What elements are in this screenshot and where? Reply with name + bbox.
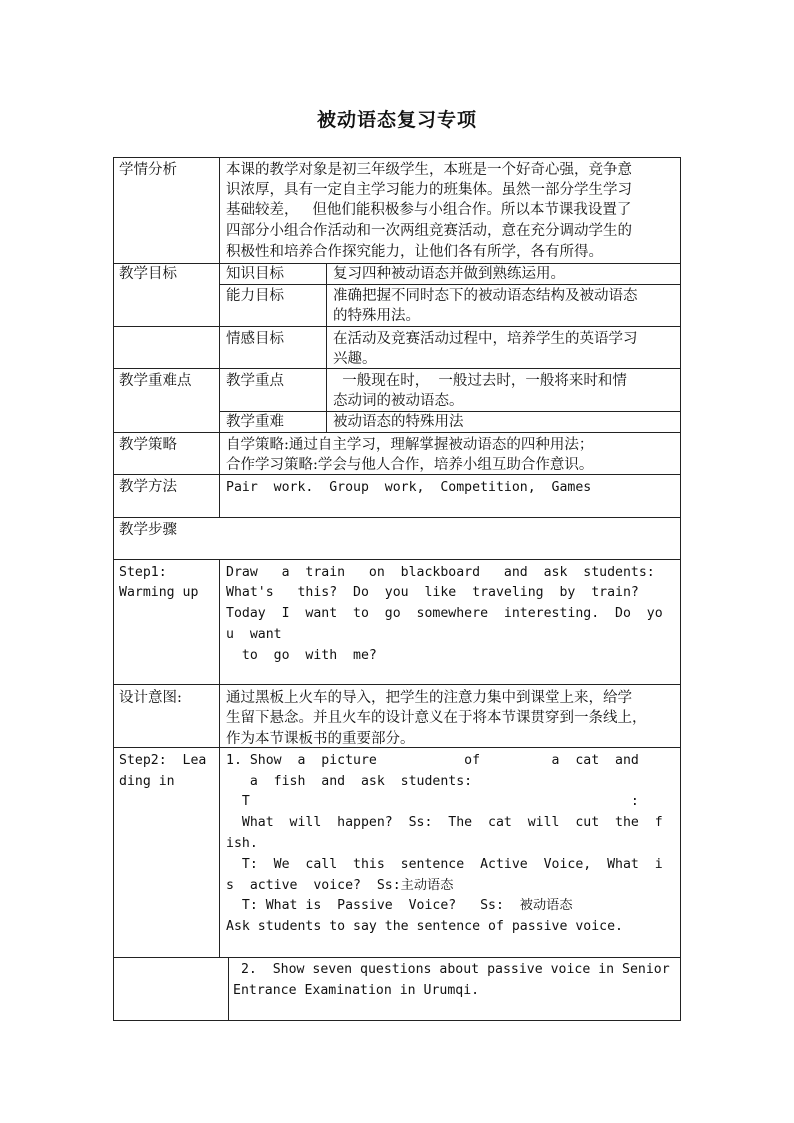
step2-label-line: ding in xyxy=(119,774,175,789)
step2-line: 1. Show a picture of a cat and xyxy=(226,753,639,768)
step1-line: u want xyxy=(226,627,282,642)
analysis-line: 本课的教学对象是初三年级学生，本班是一个好奇心强，竞争意 xyxy=(226,162,632,178)
steps-label: 教学步骤 xyxy=(119,522,177,538)
design-line: 生留下悬念。并且火车的设计意义在于将本节课贯穿到一条线上， xyxy=(226,710,647,726)
design-line: 通过黑板上火车的导入，把学生的注意力集中到课堂上来，给学 xyxy=(226,690,632,706)
step2b-line: Entrance Examination in Urumqi. xyxy=(233,983,480,998)
step2-line: T : xyxy=(226,794,639,809)
step2-line: s active voice? Ss:主动语态 xyxy=(226,878,454,893)
ability-goal-line: 准确把握不同时态下的被动语态结构及被动语态 xyxy=(333,288,638,304)
strategy-label: 教学策略 xyxy=(119,437,177,453)
step1-line: Draw a train on blackboard and ask students: xyxy=(226,565,655,580)
difficulty-text: 被动语态的特殊用法 xyxy=(333,414,464,430)
ability-goal-line: 的特殊用法。 xyxy=(333,308,420,324)
step2-line: Ask students to say the sentence of passive voice. xyxy=(226,919,623,934)
focus-line: 一般现在时， 一般过去时，一般将来时和情 xyxy=(333,373,627,389)
ability-goal-label: 能力目标 xyxy=(226,288,284,304)
goals-label: 教学目标 xyxy=(119,266,177,282)
knowledge-goal-text: 复习四种被动语态并做到熟练运用。 xyxy=(333,266,565,282)
step2-line: ish. xyxy=(226,836,258,851)
emotion-goal-label: 情感目标 xyxy=(226,331,284,347)
step2-line: What will happen? Ss: The cat will cut the f xyxy=(226,815,663,830)
method-label: 教学方法 xyxy=(119,479,177,495)
step1-line: to go with me? xyxy=(226,648,377,663)
knowledge-goal-label: 知识目标 xyxy=(226,266,284,282)
step2-line: T: We call this sentence Active Voice, What i xyxy=(226,857,663,872)
focus-line: 态动词的被动语态。 xyxy=(333,393,464,409)
focus-label: 教学重点 xyxy=(226,373,284,389)
method-text: Pair work. Group work, Competition, Games xyxy=(226,480,592,495)
difficulty-label: 教学重难 xyxy=(226,414,284,430)
step2b-line: 2. Show seven questions about passive voice in Senior xyxy=(233,962,670,977)
step1-label-line: Step1: xyxy=(119,565,167,580)
step1-line: What's this? Do you like traveling by train? xyxy=(226,585,639,600)
analysis-line: 四部分小组合作活动和一次两组竞赛活动，意在充分调动学生的 xyxy=(226,223,632,239)
emotion-goal-line: 兴趣。 xyxy=(333,351,377,367)
analysis-line: 基础较差， 但他们能积极参与小组合作。所以本节课我设置了 xyxy=(226,202,632,218)
strategy-line: 合作学习策略:学会与他人合作，培养小组互助合作意识。 xyxy=(226,457,594,473)
strategy-line: 自学策略:通过自主学习，理解掌握被动语态的四种用法； xyxy=(226,437,594,453)
design-label: 设计意图: xyxy=(119,690,182,706)
analysis-label: 学情分析 xyxy=(119,162,177,178)
step2-line: T: What is Passive Voice? Ss: 被动语态 xyxy=(226,898,573,913)
design-line: 作为本节课板书的重要部分。 xyxy=(226,731,415,747)
key-points-label: 教学重难点 xyxy=(119,373,192,389)
document-title: 被动语态复习专项 xyxy=(316,109,477,131)
emotion-goal-line: 在活动及竞赛活动过程中，培养学生的英语学习 xyxy=(333,331,638,347)
analysis-line: 积极性和培养合作探究能力，让他们各有所学，各有所得。 xyxy=(226,244,603,260)
step1-label-line: Warming up xyxy=(119,585,199,600)
step2-label-line: Step2: Lea xyxy=(119,753,207,768)
step2-line: a fish and ask students: xyxy=(226,774,473,789)
step1-line: Today I want to go somewhere interesting. Do yo xyxy=(226,606,663,621)
analysis-line: 识浓厚，具有一定自主学习能力的班集体。虽然一部分学生学习 xyxy=(226,182,632,198)
